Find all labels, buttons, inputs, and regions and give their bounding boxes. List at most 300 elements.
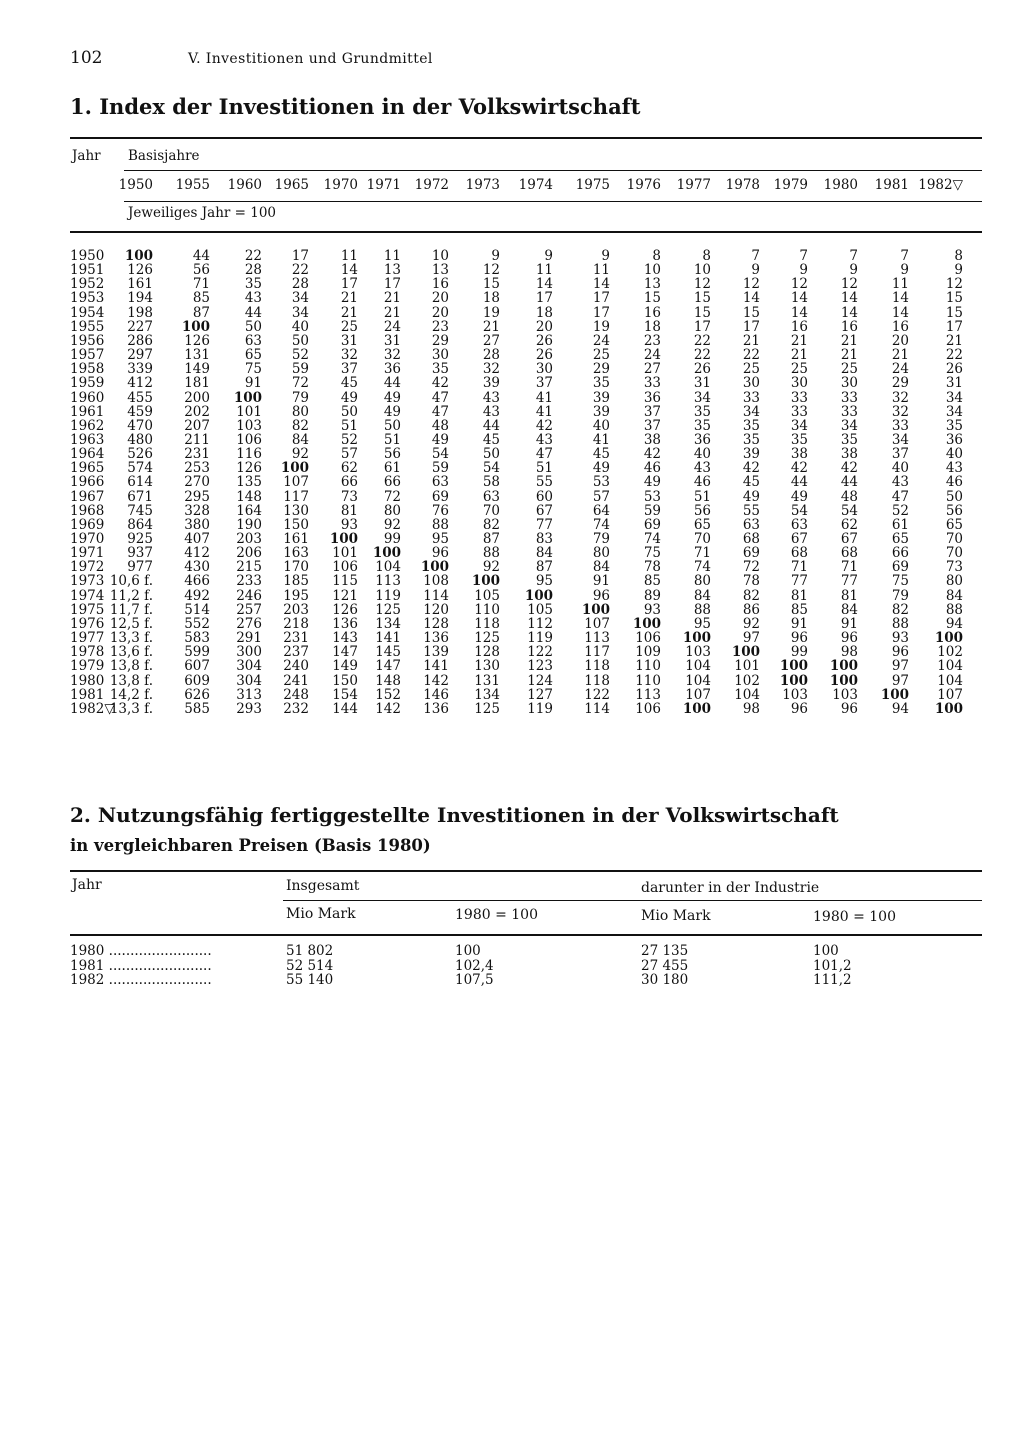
index-cell: 13,8 f.: [109, 672, 153, 689]
index-cell: 100: [581, 601, 610, 618]
index-cell: 107: [283, 474, 309, 491]
index-cell: 42: [431, 375, 449, 392]
index-cell: 470: [127, 417, 153, 434]
index-cell: 9: [491, 248, 500, 264]
index-cell: 241: [283, 672, 309, 689]
index-cell: 37: [340, 361, 358, 378]
index-cell: 526: [127, 446, 153, 463]
table2-industry-mio-header: Mio Mark: [641, 908, 711, 924]
table2-cell-total-idx: 102,4: [455, 957, 494, 974]
index-cell: 15: [693, 304, 711, 321]
index-cell: 104: [375, 559, 401, 576]
index-cell: 141: [423, 658, 449, 675]
index-cell: 95: [535, 573, 553, 590]
index-cell: 25: [592, 347, 610, 364]
index-cell: 83: [535, 531, 553, 547]
index-cell: 57: [340, 446, 358, 463]
index-cell: 101: [734, 658, 760, 675]
index-cell: 78: [742, 573, 760, 590]
index-cell: 62: [840, 516, 858, 533]
index-cell: 59: [291, 361, 309, 378]
index-cell: 63: [742, 516, 760, 533]
index-cell: 163: [283, 545, 309, 562]
index-cell: 233: [236, 573, 262, 590]
index-cell: 88: [431, 516, 449, 533]
index-cell: 7: [900, 248, 909, 264]
index-cell: 45: [592, 446, 610, 463]
index-cell: 100: [280, 460, 309, 477]
index-cell: 92: [291, 446, 309, 463]
index-cell: 339: [127, 361, 153, 378]
index-cell: 54: [840, 502, 858, 519]
index-cell: 42: [742, 460, 760, 477]
index-cell: 7: [849, 248, 858, 264]
index-cell: 100: [372, 545, 401, 562]
index-cell: 42: [535, 417, 553, 434]
index-cell: 88: [693, 601, 711, 618]
index-cell: 51: [693, 488, 711, 505]
row-year: 1956: [70, 332, 105, 349]
index-cell: 63: [244, 332, 262, 349]
index-cell: 293: [236, 700, 262, 717]
index-cell: 38: [643, 431, 661, 448]
index-cell: 103: [236, 417, 262, 434]
index-cell: 112: [527, 615, 553, 632]
index-cell: 17: [945, 318, 963, 335]
index-cell: 26: [535, 332, 553, 349]
index-cell: 78: [643, 559, 661, 576]
index-cell: 75: [643, 545, 661, 562]
index-cell: 126: [184, 332, 210, 349]
index-cell: 97: [891, 658, 909, 675]
index-cell: 28: [291, 276, 309, 293]
row-year: 1967: [70, 488, 105, 505]
index-cell: 54: [482, 460, 500, 477]
index-cell: 100: [880, 686, 909, 703]
index-cell: 123: [527, 658, 553, 675]
index-cell: 67: [790, 531, 808, 547]
base-year-header: 1980: [823, 177, 858, 193]
row-year: 1953: [70, 290, 105, 307]
table1-header-bottom-rule: [70, 231, 982, 233]
table2-industry-index-header: 1980 = 100: [813, 909, 896, 925]
index-cell: 126: [127, 262, 153, 279]
index-cell: 79: [592, 531, 610, 547]
index-cell: 164: [236, 502, 262, 519]
index-cell: 13,6 f.: [109, 644, 153, 661]
index-cell: 100: [524, 587, 553, 604]
index-cell: 12: [742, 276, 760, 293]
index-cell: 492: [184, 587, 210, 604]
index-cell: 120: [423, 601, 449, 618]
index-cell: 136: [332, 615, 358, 632]
row-year: 1957: [70, 347, 105, 364]
index-cell: 13: [431, 262, 449, 279]
index-cell: 35: [945, 417, 963, 434]
index-cell: 127: [527, 686, 553, 703]
index-cell: 117: [283, 488, 309, 505]
index-cell: 36: [383, 361, 401, 378]
index-cell: 22: [693, 347, 711, 364]
index-cell: 96: [790, 630, 808, 647]
index-cell: 52: [891, 502, 909, 519]
row-year: 1963: [70, 431, 105, 448]
base-year-header: 1975: [575, 177, 610, 193]
index-cell: 84: [945, 587, 963, 604]
index-cell: 146: [423, 686, 449, 703]
index-cell: 18: [643, 318, 661, 335]
index-cell: 96: [592, 587, 610, 604]
index-cell: 599: [184, 644, 210, 661]
index-cell: 113: [375, 573, 401, 590]
index-cell: 407: [184, 531, 210, 547]
base-year-header: 1982▽: [918, 177, 963, 193]
index-cell: 81: [840, 587, 858, 604]
index-cell: 26: [535, 347, 553, 364]
index-cell: 113: [584, 630, 610, 647]
row-year: 1955: [70, 318, 105, 335]
index-cell: 47: [535, 446, 553, 463]
index-cell: 17: [693, 318, 711, 335]
index-cell: 96: [891, 644, 909, 661]
index-cell: 105: [527, 601, 553, 618]
base-year-header: 1965: [274, 177, 309, 193]
index-cell: 218: [283, 615, 309, 632]
index-cell: 25: [840, 361, 858, 378]
index-cell: 81: [340, 502, 358, 519]
index-cell: 70: [945, 531, 963, 547]
index-cell: 100: [829, 658, 858, 675]
index-cell: 114: [423, 587, 449, 604]
index-cell: 11: [340, 248, 358, 264]
index-cell: 68: [742, 531, 760, 547]
index-cell: 51: [383, 431, 401, 448]
index-cell: 9: [601, 248, 610, 264]
index-cell: 19: [592, 318, 610, 335]
index-cell: 118: [584, 672, 610, 689]
index-cell: 55: [535, 474, 553, 491]
index-cell: 14: [840, 290, 858, 307]
index-cell: 130: [474, 658, 500, 675]
index-cell: 17: [535, 290, 553, 307]
base-year-header: 1960: [227, 177, 262, 193]
index-cell: 36: [693, 431, 711, 448]
index-cell: 100: [934, 700, 963, 717]
index-cell: 47: [431, 389, 449, 406]
index-cell: 95: [431, 531, 449, 547]
index-cell: 43: [482, 403, 500, 420]
index-cell: 41: [535, 389, 553, 406]
table2-cell-total-idx: 100: [455, 943, 481, 959]
index-cell: 17: [742, 318, 760, 335]
index-cell: 11,2 f.: [109, 587, 153, 604]
index-cell: 128: [474, 644, 500, 661]
row-year: 1977: [70, 630, 105, 647]
index-cell: 32: [891, 403, 909, 420]
index-cell: 75: [891, 573, 909, 590]
index-cell: 40: [592, 417, 610, 434]
index-cell: 92: [482, 559, 500, 576]
index-cell: 9: [954, 262, 963, 279]
index-cell: 161: [283, 531, 309, 547]
index-cell: 126: [332, 601, 358, 618]
index-cell: 16: [891, 318, 909, 335]
index-cell: 29: [592, 361, 610, 378]
index-cell: 215: [236, 559, 262, 576]
index-cell: 77: [535, 516, 553, 533]
index-cell: 43: [945, 460, 963, 477]
index-cell: 73: [945, 559, 963, 576]
index-cell: 8: [954, 248, 963, 264]
index-cell: 27: [643, 361, 661, 378]
index-cell: 864: [127, 516, 153, 533]
index-cell: 9: [544, 248, 553, 264]
index-cell: 21: [383, 304, 401, 321]
index-cell: 49: [790, 488, 808, 505]
index-cell: 43: [535, 431, 553, 448]
index-cell: 91: [790, 615, 808, 632]
index-cell: 99: [383, 531, 401, 547]
index-cell: 85: [192, 290, 210, 307]
index-cell: 63: [482, 488, 500, 505]
table1-title: 1. Index der Investitionen in der Volkswirtschaft: [70, 94, 641, 119]
index-cell: 87: [535, 559, 553, 576]
index-cell: 119: [527, 630, 553, 647]
index-cell: 88: [945, 601, 963, 618]
index-cell: 74: [592, 516, 610, 533]
index-cell: 34: [891, 431, 909, 448]
index-cell: 23: [431, 318, 449, 335]
index-cell: 80: [383, 502, 401, 519]
index-cell: 128: [423, 615, 449, 632]
index-cell: 93: [643, 601, 661, 618]
index-cell: 82: [742, 587, 760, 604]
index-cell: 25: [790, 361, 808, 378]
row-year: 1975: [70, 601, 105, 618]
index-cell: 574: [127, 460, 153, 477]
index-cell: 552: [184, 615, 210, 632]
index-cell: 65: [945, 516, 963, 533]
index-cell: 65: [693, 516, 711, 533]
table1-top-rule: [70, 137, 982, 139]
table2-total-header: Insgesamt: [286, 878, 360, 894]
index-cell: 136: [423, 700, 449, 717]
index-cell: 147: [375, 658, 401, 675]
index-cell: 98: [840, 644, 858, 661]
table2-cell-total-mio: 52 514: [286, 957, 334, 974]
index-cell: 300: [236, 644, 262, 661]
index-cell: 66: [340, 474, 358, 491]
index-cell: 48: [840, 488, 858, 505]
index-cell: 412: [184, 545, 210, 562]
index-cell: 20: [535, 318, 553, 335]
index-cell: 20: [891, 332, 909, 349]
index-cell: 79: [291, 389, 309, 406]
index-cell: 455: [127, 389, 153, 406]
index-cell: 14: [891, 290, 909, 307]
index-cell: 34: [742, 403, 760, 420]
index-cell: 148: [375, 672, 401, 689]
table1-basis-rule: [124, 170, 982, 171]
table2-title: 2. Nutzungsfähig fertiggestellte Investitionen in der Volkswirtschaft: [70, 803, 839, 827]
index-cell: 122: [527, 644, 553, 661]
index-cell: 50: [291, 332, 309, 349]
index-cell: 84: [592, 559, 610, 576]
index-cell: 31: [945, 375, 963, 392]
index-cell: 92: [383, 516, 401, 533]
row-year: 1959: [70, 375, 105, 392]
index-cell: 43: [693, 460, 711, 477]
index-cell: 13,3 f.: [109, 630, 153, 647]
index-cell: 79: [891, 587, 909, 604]
row-year: 1980: [70, 672, 105, 689]
table2-cell-total-idx: 107,5: [455, 972, 494, 988]
row-year: 1973: [70, 573, 105, 590]
index-cell: 100: [471, 573, 500, 590]
index-cell: 10: [431, 248, 449, 264]
index-cell: 84: [535, 545, 553, 562]
index-cell: 35: [592, 375, 610, 392]
index-cell: 240: [283, 658, 309, 675]
index-cell: 21: [383, 290, 401, 307]
index-cell: 36: [945, 431, 963, 448]
index-cell: 69: [891, 559, 909, 576]
index-cell: 82: [291, 417, 309, 434]
index-cell: 145: [375, 644, 401, 661]
index-cell: 100: [682, 630, 711, 647]
index-cell: 96: [431, 545, 449, 562]
index-cell: 14: [742, 290, 760, 307]
index-cell: 12,5 f.: [109, 615, 153, 632]
index-cell: 142: [423, 672, 449, 689]
index-cell: 44: [192, 248, 210, 264]
row-year: 1961: [70, 403, 105, 420]
index-cell: 130: [283, 502, 309, 519]
index-cell: 45: [482, 431, 500, 448]
index-cell: 52: [340, 431, 358, 448]
index-cell: 70: [482, 502, 500, 519]
index-cell: 37: [535, 375, 553, 392]
index-cell: 21: [945, 332, 963, 349]
index-cell: 59: [431, 460, 449, 477]
index-cell: 7: [751, 248, 760, 264]
index-cell: 185: [283, 573, 309, 590]
index-cell: 8: [702, 248, 711, 264]
index-cell: 63: [790, 516, 808, 533]
index-cell: 17: [592, 290, 610, 307]
index-cell: 125: [474, 700, 500, 717]
index-cell: 84: [693, 587, 711, 604]
index-cell: 11,7 f.: [109, 601, 153, 618]
index-cell: 99: [790, 644, 808, 661]
index-cell: 11: [891, 276, 909, 293]
index-cell: 49: [383, 403, 401, 420]
index-cell: 94: [891, 700, 909, 717]
index-cell: 22: [945, 347, 963, 364]
index-cell: 50: [482, 446, 500, 463]
index-cell: 119: [527, 700, 553, 717]
index-cell: 80: [945, 573, 963, 590]
index-cell: 20: [431, 304, 449, 321]
index-cell: 96: [840, 630, 858, 647]
index-cell: 100: [420, 559, 449, 576]
index-cell: 72: [742, 559, 760, 576]
index-cell: 17: [383, 276, 401, 293]
index-cell: 24: [592, 332, 610, 349]
index-cell: 39: [592, 403, 610, 420]
index-cell: 12: [482, 262, 500, 279]
index-cell: 21: [790, 347, 808, 364]
base-year-header: 1971: [366, 177, 401, 193]
index-cell: 380: [184, 516, 210, 533]
index-cell: 203: [236, 531, 262, 547]
index-cell: 50: [945, 488, 963, 505]
index-cell: 100: [329, 531, 358, 547]
index-cell: 109: [635, 644, 661, 661]
row-year: 1970: [70, 531, 105, 547]
index-cell: 328: [184, 502, 210, 519]
index-cell: 75: [244, 361, 262, 378]
index-cell: 977: [127, 559, 153, 576]
index-cell: 72: [291, 375, 309, 392]
index-cell: 92: [742, 615, 760, 632]
index-cell: 85: [643, 573, 661, 590]
index-cell: 55: [742, 502, 760, 519]
index-cell: 34: [840, 417, 858, 434]
index-cell: 49: [643, 474, 661, 491]
index-cell: 93: [340, 516, 358, 533]
index-cell: 30: [431, 347, 449, 364]
row-year: 1972: [70, 559, 105, 576]
index-cell: 107: [584, 615, 610, 632]
index-cell: 89: [643, 587, 661, 604]
index-cell: 116: [236, 446, 262, 463]
index-cell: 12: [693, 276, 711, 293]
index-cell: 49: [431, 431, 449, 448]
index-cell: 31: [383, 332, 401, 349]
table2-sub-rule: [283, 900, 982, 901]
index-cell: 69: [431, 488, 449, 505]
index-cell: 17: [592, 304, 610, 321]
index-cell: 514: [184, 601, 210, 618]
index-cell: 626: [184, 686, 210, 703]
index-cell: 66: [891, 545, 909, 562]
index-cell: 30: [535, 361, 553, 378]
index-cell: 21: [891, 347, 909, 364]
index-cell: 85: [790, 601, 808, 618]
index-cell: 286: [127, 332, 153, 349]
table1-basis-header: Basisjahre: [128, 148, 200, 164]
index-cell: 34: [945, 403, 963, 420]
index-cell: 107: [685, 686, 711, 703]
index-cell: 56: [693, 502, 711, 519]
row-year: 1964: [70, 446, 105, 463]
index-cell: 67: [840, 531, 858, 547]
index-cell: 25: [742, 361, 760, 378]
index-cell: 40: [693, 446, 711, 463]
index-cell: 91: [592, 573, 610, 590]
index-cell: 35: [693, 403, 711, 420]
index-cell: 103: [782, 686, 808, 703]
index-cell: 134: [375, 615, 401, 632]
index-cell: 21: [340, 304, 358, 321]
index-cell: 40: [891, 460, 909, 477]
page-number: 102: [70, 48, 103, 68]
index-cell: 15: [742, 304, 760, 321]
index-cell: 37: [643, 403, 661, 420]
index-cell: 143: [332, 630, 358, 647]
index-cell: 68: [790, 545, 808, 562]
